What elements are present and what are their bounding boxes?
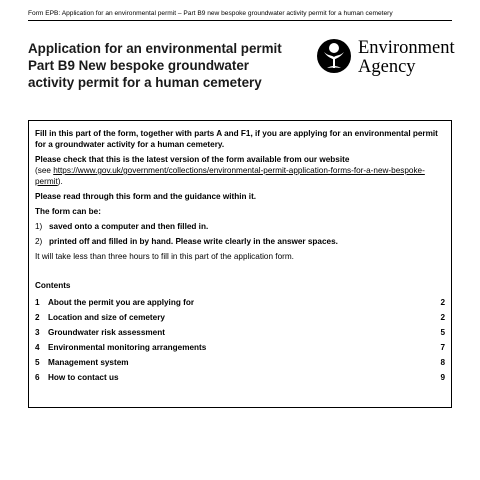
contents-item-page: 2 — [440, 298, 445, 307]
option-item — [35, 236, 445, 247]
running-header: Form EPB: Application for an environmental permit – Part B9 new bespoke groundwater activity permit for a human cemetery — [28, 10, 452, 21]
contents-item-page: 2 — [440, 313, 445, 322]
logo-text-agency: Agency — [358, 57, 416, 77]
contents-item-number: 1 — [35, 298, 40, 307]
see-suffix: ). — [57, 177, 63, 186]
contents-heading: Contents — [35, 281, 71, 290]
form-can-be-heading: The form can be: — [35, 207, 101, 216]
contents-item-number: 6 — [35, 373, 40, 382]
title-line-2: Part B9 New bespoke groundwater — [28, 58, 249, 73]
option-text: printed off and filled in by hand. Please write clearly in the answer spaces. — [49, 237, 338, 246]
instructions-box — [28, 120, 452, 408]
contents-item-label: Environmental monitoring arrangements — [48, 343, 207, 352]
option-number: 2) — [35, 237, 43, 246]
option-number: 1) — [35, 222, 43, 231]
contents-item[interactable] — [35, 370, 445, 385]
title-line-3: activity permit for a human cemetery — [28, 75, 262, 90]
contents-item[interactable] — [35, 325, 445, 340]
contents-list — [35, 295, 445, 385]
title-line-1: Application for an environmental permit — [28, 41, 282, 56]
contents-item-label: Groundwater risk assessment — [48, 328, 165, 337]
contents-item-number: 5 — [35, 358, 40, 367]
read-through-note: Please read through this form and the guidance within it. — [35, 192, 257, 201]
contents-item[interactable] — [35, 310, 445, 325]
contents-item-number: 2 — [35, 313, 40, 322]
page-title — [28, 40, 298, 91]
contents-item[interactable] — [35, 355, 445, 370]
contents-item-label: About the permit you are applying for — [48, 298, 195, 307]
environment-agency-logo — [316, 38, 456, 84]
fill-in-instruction: Fill in this part of the form, together with parts A and F1, if you are applying for an environmental permit for a groundwater activity for a human cemetery. — [35, 129, 438, 149]
form-url-link[interactable]: https://www.gov.uk/government/collections/environmental-permit-application-forms-for-a-new-bespoke-permit — [35, 166, 425, 186]
contents-item-number: 3 — [35, 328, 40, 337]
contents-item-page: 9 — [440, 373, 445, 382]
time-note: It will take less than three hours to fill in this part of the application form. — [35, 252, 294, 261]
contents-item[interactable] — [35, 340, 445, 355]
contents-item-page: 5 — [440, 328, 445, 337]
option-item — [35, 221, 445, 232]
check-version-note: Please check that this is the latest version of the form available from our website — [35, 155, 350, 164]
leaf-figure-icon — [316, 38, 352, 74]
contents-item-number: 4 — [35, 343, 40, 352]
website-reference — [35, 165, 445, 187]
contents-item[interactable] — [35, 295, 445, 310]
contents-item-label: Management system — [48, 358, 129, 367]
contents-item-page: 8 — [440, 358, 445, 367]
contents-item-page: 7 — [440, 343, 445, 352]
option-text: saved onto a computer and then filled in. — [49, 222, 209, 231]
contents-item-label: How to contact us — [48, 373, 119, 382]
contents-item-label: Location and size of cemetery — [48, 313, 165, 322]
logo-text-environment: Environment — [358, 38, 455, 58]
see-prefix: (see — [35, 166, 54, 175]
